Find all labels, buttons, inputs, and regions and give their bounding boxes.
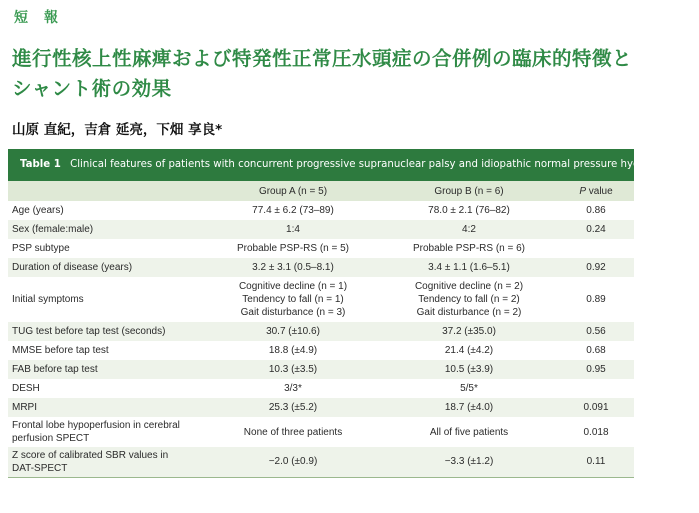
group-a-value: Cognitive decline (n = 1) Tendency to fall (n = 1) Gait disturbance (n = 3): [238, 281, 348, 318]
p-value: [558, 379, 634, 398]
p-value: [558, 239, 634, 258]
group-a-value: 77.4 ± 6.2 (73–89): [252, 205, 334, 216]
group-b-value: 3.4 ± 1.1 (1.6–5.1): [428, 262, 510, 273]
table-row: [8, 258, 634, 277]
p-value: 0.018: [583, 426, 609, 438]
header-label: [8, 181, 206, 201]
header-group-b: Group B (n = 6): [434, 185, 504, 197]
row-label: Duration of disease (years): [12, 262, 133, 273]
group-b-value: 18.7 (±4.0): [444, 402, 494, 413]
table-caption-text: Clinical features of patients with concurrent progressive supranuclear palsy and idiopathic normal pressure hydrocephalus.: [70, 159, 699, 170]
p-value: 0.091: [583, 402, 609, 413]
section-label: 短報: [14, 10, 74, 26]
p-value: 0.92: [586, 262, 606, 273]
group-a-value: 1:4: [286, 224, 300, 235]
group-a-value: −2.0 (±0.9): [206, 447, 380, 477]
group-b-value: 21.4 (±4.2): [444, 345, 494, 356]
p-value: 0.68: [586, 345, 606, 356]
table-row: [8, 201, 634, 220]
p-value: 0.86: [586, 205, 606, 216]
table-caption: [8, 149, 699, 181]
group-a-value: 25.3 (±5.2): [268, 402, 318, 413]
p-value: 0.11: [558, 447, 634, 477]
row-label: TUG test before tap test (seconds): [12, 326, 166, 337]
group-b-value: 4:2: [462, 224, 476, 235]
group-a-value: 3.2 ± 3.1 (0.5–8.1): [252, 262, 334, 273]
row-label: PSP subtype: [12, 243, 70, 254]
table-row: [8, 417, 634, 447]
clinical-features-table: [8, 181, 634, 478]
header-p-value: [558, 181, 634, 201]
row-label: MRPI: [12, 402, 37, 413]
row-label: Sex (female:male): [12, 224, 94, 235]
group-a-value: 30.7 (±10.6): [266, 326, 320, 337]
authors: 山原 直紀，吉倉 延亮，下畑 享良*: [12, 122, 223, 138]
table-row: [8, 277, 634, 322]
row-label: MMSE before tap test: [12, 345, 109, 356]
table-row: [8, 360, 634, 379]
header-p-rest: value: [585, 185, 613, 197]
p-value: 0.24: [586, 224, 606, 235]
table-container: [8, 149, 699, 478]
header-group-a: Group A (n = 5): [258, 185, 328, 197]
p-value: 0.95: [586, 364, 606, 375]
table-row: [8, 398, 634, 417]
table-body: [8, 201, 634, 477]
group-a-value: Probable PSP-RS (n = 5): [237, 243, 349, 254]
group-b-value: All of five patients: [429, 426, 509, 438]
table-row: [8, 322, 634, 341]
p-value: 0.89: [586, 294, 606, 305]
row-label: FAB before tap test: [12, 364, 98, 375]
group-a-value: None of three patients: [243, 426, 343, 438]
row-label: Initial symptoms: [12, 294, 84, 305]
table-header-row: [8, 181, 634, 201]
table-row: [8, 239, 634, 258]
group-a-value: 18.8 (±4.9): [268, 345, 318, 356]
group-a-value: 10.3 (±3.5): [268, 364, 318, 375]
group-b-value: 37.2 (±35.0): [442, 326, 496, 337]
group-b-value: Cognitive decline (n = 2) Tendency to fall (n = 2) Gait disturbance (n = 2): [414, 281, 524, 318]
table-row: [8, 220, 634, 239]
group-b-value: 10.5 (±3.9): [444, 364, 494, 375]
header-p-italic: P: [579, 185, 586, 197]
table-row: [8, 379, 634, 398]
group-b-value: 5/5*: [460, 383, 478, 394]
group-a-value: 3/3*: [284, 383, 302, 394]
group-b-value: 78.0 ± 2.1 (76–82): [428, 205, 510, 216]
group-b-value: −3.3 (±1.2): [380, 447, 558, 477]
table-number: Table 1: [20, 159, 61, 170]
row-label: Z score of calibrated SBR values in DAT-SPECT: [8, 447, 206, 477]
article-title: 進行性核上性麻痺および特発性正常圧水頭症の合併例の臨床的特徴とシャント術の効果: [12, 47, 633, 100]
table-row: [8, 341, 634, 360]
p-value: 0.56: [586, 326, 606, 337]
row-label: DESH: [12, 383, 40, 394]
group-b-value: Probable PSP-RS (n = 6): [413, 243, 525, 254]
row-label: Age (years): [12, 205, 64, 216]
row-label: Frontal lobe hypoperfusion in cerebral perfusion SPECT: [12, 420, 180, 444]
table-row: [8, 447, 634, 477]
